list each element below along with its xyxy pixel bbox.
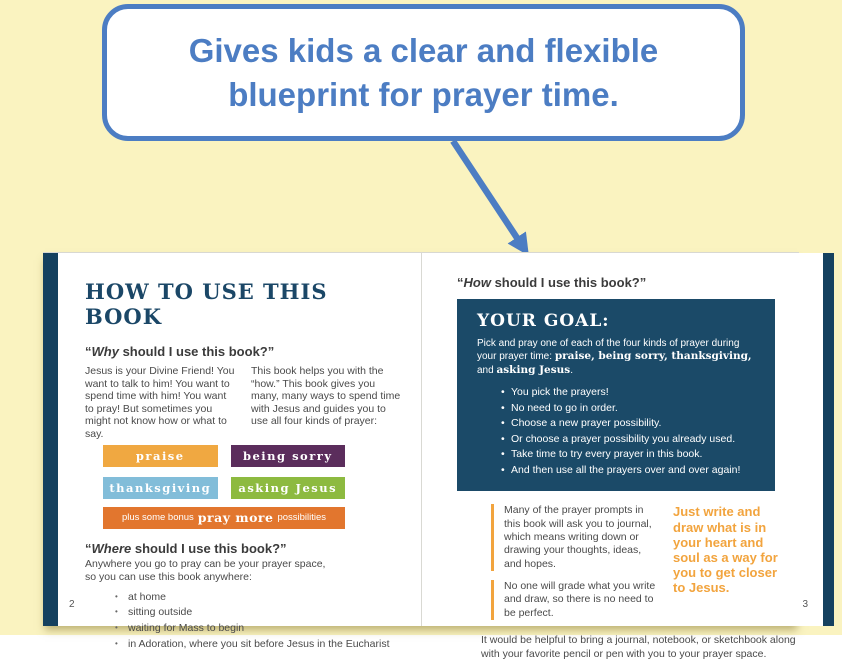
where-heading: “Where should I use this book?” [85,540,287,556]
list-item: • Choose a new prayer possibility. [501,417,755,430]
pill-asking-jesus: asking Jesus [231,477,346,499]
book-cover-edge-left [43,253,58,626]
footer-note: It would be helpful to bring a journal, notebook, or sketchbook along with your favorite pencil or pen with you to your prayer space. [481,634,796,661]
list-item: • in Adoration, where you sit before Jesus in the Eucharist [115,638,401,651]
list-item: • sitting outside [115,606,401,619]
your-goal-box [457,299,775,491]
pill-thanksgiving: thanksgiving [103,477,218,499]
list-item: • waiting for Mass to begin [115,622,401,635]
goal-title: YOUR GOAL: [477,311,610,331]
goal-bullet-list [501,386,755,477]
book-page-left [58,253,422,650]
book-cover-edge-right [823,253,834,626]
page-number-left: 2 [69,599,75,610]
why-heading: “Why should I use this book?” [85,344,275,359]
why-col-1: Jesus is your Divine Friend! You want to talk to him! You want to spend time with him! You want to pray! But sometimes you might not know how or what to say. [85,365,235,440]
journal-note-2: No one will grade what you write and draw, so there is no need to be perfect. [491,580,659,620]
callout-line-2: blueprint for prayer time. [228,75,619,113]
list-item: • at home [115,591,401,604]
journal-callout: Just write and draw what is in your heart and soul as a way for you to get closer to Jesus. [673,504,778,595]
where-intro: Anywhere you go to pray can be your prayer space, so you can use this book anywhere: [85,557,326,584]
how-heading: “How should I use this book?” [457,275,647,290]
left-page-title: HOW TO USE THIS BOOK [85,279,328,329]
prayer-kind-pills [103,445,345,529]
where-bullet-list [115,591,401,650]
why-columns [85,365,401,441]
pill-bonus-pray-more: plus some bonus pray more possibilities [103,507,345,529]
journal-notes [491,504,659,629]
pill-praise: praise [103,445,218,467]
list-item: • And then use all the prayers over and over again! [501,464,755,477]
list-item: • You pick the prayers! [501,386,755,399]
book-spread [43,252,808,661]
why-col-2: This book helps you with the “how.” This book gives you many, many ways to spend time with Jesus and guides you to use all four kinds of prayer: [251,365,401,428]
pill-being-sorry: being sorry [231,445,346,467]
list-item: • Take time to try every prayer in this book. [501,448,755,461]
list-item: • No need to go in order. [501,402,755,415]
callout-bubble [102,4,745,141]
journal-section [491,504,811,629]
goal-intro: Pick and pray one of each of the four kinds of prayer during your prayer time: praise, being sorry, thanksgiving, and asking Jesus. [477,338,752,377]
list-item: • Or choose a prayer possibility you already used. [501,433,755,446]
page-number-right: 3 [802,599,808,610]
callout-line-1: Gives kids a clear and flexible [188,31,659,69]
journal-note-1: Many of the prayer prompts in this book will ask you to journal, which means writing down or drawing your thoughts, ideas, and hopes. [491,504,659,571]
book-page-right [422,253,823,661]
